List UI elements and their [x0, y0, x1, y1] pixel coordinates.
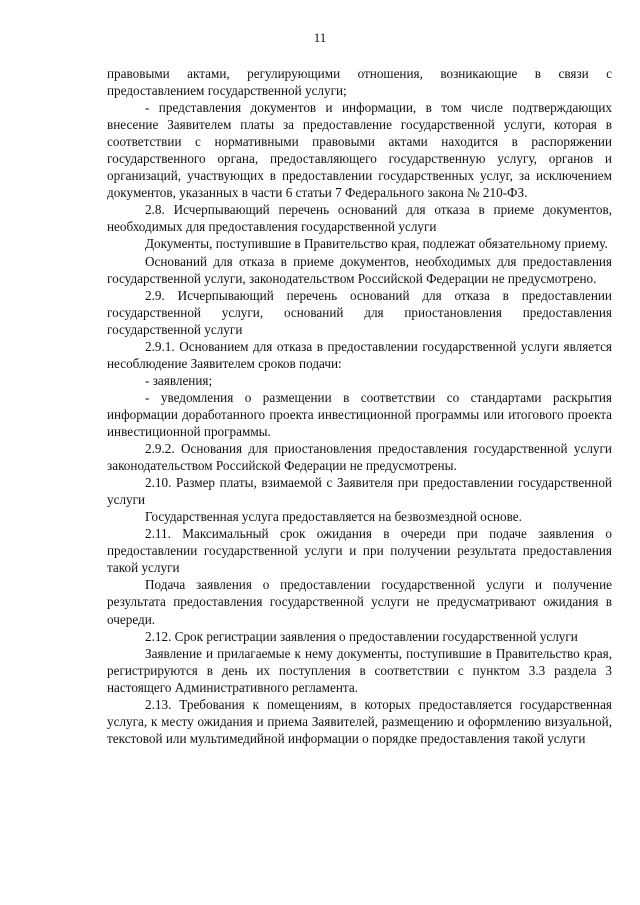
- paragraph-2-9-2: 2.9.2. Основания для приостановления предоставления государственной услуги законодательством Российской Федерации не предусмотрены.: [107, 441, 612, 474]
- paragraph-2-9-1: 2.9.1. Основанием для отказа в предоставлении государственной услуги является несоблюдение Заявителем сроков подачи:: [107, 338, 612, 371]
- section-heading-2-10: 2.10. Размер платы, взимаемой с Заявителя при предоставлении государственной услуги: [107, 475, 612, 508]
- page-number: 11: [313, 30, 327, 45]
- paragraph: Документы, поступившие в Правительство края, подлежат обязательному приему.: [145, 236, 608, 252]
- paragraph: Подача заявления о предоставлении государственной услуги и получение результата предоставления государственной услуги не предусматривают ожидания в очереди.: [107, 577, 612, 627]
- section-heading-2-8: 2.8. Исчерпывающий перечень оснований для отказа в приеме документов, необходимых для предоставления государственной услуги: [107, 202, 612, 235]
- section-heading-2-13: 2.13. Требования к помещениям, в которых предоставляется государственная услуга, к месту ожидания и приема Заявителей, размещению и оформлению визуальной, текстовой или мультимедийной информации о порядке предоставления такой услуги: [107, 696, 612, 746]
- paragraph-continuation: правовыми актами, регулирующими отношения, возникающие в связи с предоставлением государственной услуги;: [107, 66, 612, 99]
- document-body: [107, 65, 612, 747]
- paragraph: Заявление и прилагаемые к нему документы, поступившие в Правительство края, регистрируются в день их поступления в соответствии с пунктом 3.3 раздела 3 настоящего Административного регламента.: [107, 645, 612, 695]
- section-heading-2-9: 2.9. Исчерпывающий перечень оснований для отказа в предоставлении государственной услуги, оснований для приостановления предоставления государственной услуги: [107, 287, 612, 337]
- paragraph: Оснований для отказа в приеме документов, необходимых для предоставления государственной услуги, законодательством Российской Федерации не предусмотрено.: [107, 253, 612, 286]
- list-item: - уведомления о размещении в соответствии со стандартами раскрытия информации доработанного проекта инвестиционной программы или итогового проекта инвестиционной программы.: [107, 389, 612, 439]
- paragraph-documents-list-item: - представления документов и информации, в том числе подтверждающих внесение Заявителем платы за предоставление государственной услуги, которая в соответствии с нормативными правовыми актами находится в распоряжении государственного органа, предоставляющего государственную услугу, органов и организаций, участвующих в предоставлении государственных услуг, за исключением документов, указанных в части 6 статьи 7 Федерального закона № 210-ФЗ.: [107, 100, 612, 201]
- paragraph: Государственная услуга предоставляется на безвозмездной основе.: [145, 509, 522, 525]
- list-item: - заявления;: [145, 372, 213, 388]
- section-heading-2-12: 2.12. Срок регистрации заявления о предоставлении государственной услуги: [145, 628, 578, 644]
- section-heading-2-11: 2.11. Максимальный срок ожидания в очереди при подаче заявления о предоставлении государственной услуги и при получении результата предоставления такой услуги: [107, 526, 612, 576]
